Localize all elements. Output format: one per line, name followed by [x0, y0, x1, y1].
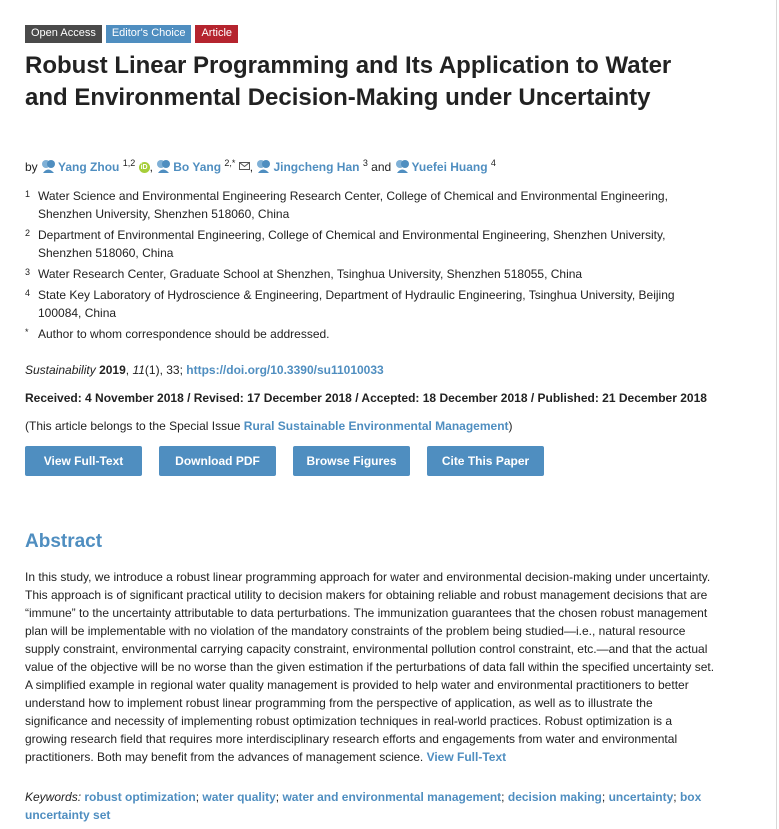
abstract-text: [25, 568, 717, 766]
citation-year: 2019: [99, 363, 126, 377]
by-label: by: [25, 160, 38, 174]
keyword-link[interactable]: box uncertainty set: [25, 790, 702, 822]
mail-icon[interactable]: [239, 162, 250, 170]
action-buttons: [25, 446, 544, 476]
author-affil-sup: 4: [490, 158, 496, 168]
author-separator: ,: [149, 160, 153, 174]
citation-line: [25, 362, 384, 378]
citation-sep: ,: [125, 363, 133, 377]
cite-this-paper-button[interactable]: Cite This Paper: [427, 446, 544, 476]
special-issue-suffix: ): [508, 419, 513, 433]
publication-dates: Received: 4 November 2018 / Revised: 17 December 2018 / Accepted: 18 December 2018 / Published: 21 December 2018: [25, 391, 707, 405]
keyword-sep: ;: [501, 790, 505, 804]
doi-link[interactable]: https://doi.org/10.3390/su11010033: [186, 363, 384, 377]
affiliation-text: State Key Laboratory of Hydroscience & Engineering, Department of Hydraulic Engineering, Tsinghua University, Beijing 100084, China: [38, 288, 675, 320]
affiliation-item: [25, 187, 705, 223]
author-affil-sup: 1,2: [122, 158, 136, 168]
affiliations-list: [25, 187, 705, 346]
editors-choice-badge[interactable]: Editor's Choice: [106, 25, 192, 43]
keyword-link[interactable]: decision making: [507, 790, 602, 804]
abstract-view-full-text-link[interactable]: View Full-Text: [426, 750, 507, 764]
person-icon: [41, 159, 56, 173]
abstract-heading: Abstract: [25, 531, 103, 552]
author-link-yuefei-huang[interactable]: Yuefei Huang: [411, 160, 488, 174]
orcid-icon[interactable]: iD: [140, 164, 148, 171]
affiliation-text: Water Research Center, Graduate School at Shenzhen, Tsinghua University, Shenzhen 518055, China: [38, 267, 583, 281]
author-link-yang-zhou[interactable]: Yang Zhou: [58, 160, 120, 174]
abstract-body: In this study, we introduce a robust linear programming approach for water and environmental decision-making under uncertainty. This approach is of significant practical utility to decision makers for obtaining reliable and robust management decisions that are “immune” to the uncertainty attributable to data perturbations. The immunization guarantees that the chosen robust management plan will be implementable with no violation of the mandatory constraints of the problem being studied—i.e., natural resource supply constraint, environmental carrying capacity constraint, environmental pollution control constraint, etc.—and that the actual value of the objective will be no worse than the given estimation if the perturbations of data fall within the specified uncertainty set. A simplified example in regional water quality management is provided to help water and environmental practitioners to better understand how to implement robust linear programming from the perspective of application, as well as to illustrate the significance and necessity of implementing robust optimization techniques in real-world practices. Robust optimization is a growing research field that requires more interdisciplinary research efforts and engagements from water and environmental practitioners. Both may benefit from the advances of management science.: [25, 570, 715, 764]
keyword-sep: ;: [601, 790, 606, 804]
author-link-jingcheng-han[interactable]: Jingcheng Han: [273, 160, 360, 174]
view-full-text-button[interactable]: View Full-Text: [25, 446, 142, 476]
author-line: [25, 158, 496, 176]
affiliation-item: [25, 226, 705, 262]
affiliation-number: 3: [25, 267, 31, 277]
author-affil-sup: 3: [362, 158, 368, 168]
keyword-sep: ;: [195, 790, 200, 804]
affiliation-item: [25, 265, 705, 283]
affiliation-number: 4: [25, 288, 31, 298]
person-icon: [256, 159, 271, 173]
journal-name: Sustainability: [25, 363, 96, 377]
keywords-line: [25, 788, 717, 824]
citation-volume: 11: [132, 363, 145, 377]
download-pdf-button[interactable]: Download PDF: [159, 446, 276, 476]
affiliation-text: Author to whom correspondence should be addressed.: [38, 327, 330, 341]
affiliation-text: Department of Environmental Engineering, College of Chemical and Environmental Engineering, Shenzhen University, Shenzhen 518060, China: [38, 228, 666, 260]
author-link-bo-yang[interactable]: Bo Yang: [173, 160, 222, 174]
keyword-link[interactable]: water quality: [202, 790, 276, 804]
article-title: Robust Linear Programming and Its Application to Water and Environmental Decision-Making under Uncertainty: [25, 52, 672, 111]
affiliation-item: [25, 325, 705, 343]
keyword-sep: ;: [275, 790, 280, 804]
citation-issue: (1), 33;: [144, 363, 183, 377]
badge-row: [25, 25, 238, 43]
keywords-label: Keywords:: [25, 790, 82, 804]
author-separator: ,: [249, 160, 254, 174]
special-issue-prefix: (This article belongs to the Special Issue: [25, 419, 241, 433]
affiliation-number: 1: [25, 189, 31, 199]
affiliation-text: Water Science and Environmental Engineering Research Center, College of Chemical and Environmental Engineering, Shenzhen University, Shenzhen 518060, China: [38, 189, 668, 221]
person-icon: [156, 159, 171, 173]
person-icon: [395, 159, 410, 173]
keyword-link[interactable]: robust optimization: [84, 790, 196, 804]
keyword-link[interactable]: water and environmental management: [282, 790, 502, 804]
affiliation-number: 2: [25, 228, 31, 238]
author-affil-sup: 2,*: [224, 158, 236, 168]
and-label: and: [371, 160, 392, 174]
right-border-line: [776, 0, 777, 829]
affiliation-number: *: [25, 327, 29, 337]
keyword-sep: ;: [673, 790, 677, 804]
special-issue-link[interactable]: Rural Sustainable Environmental Management: [243, 419, 509, 433]
article-type-badge: Article: [195, 25, 238, 43]
affiliation-item: [25, 286, 705, 322]
open-access-badge[interactable]: Open Access: [25, 25, 102, 43]
keyword-link[interactable]: uncertainty: [608, 790, 674, 804]
special-issue-line: [25, 418, 513, 434]
browse-figures-button[interactable]: Browse Figures: [293, 446, 410, 476]
